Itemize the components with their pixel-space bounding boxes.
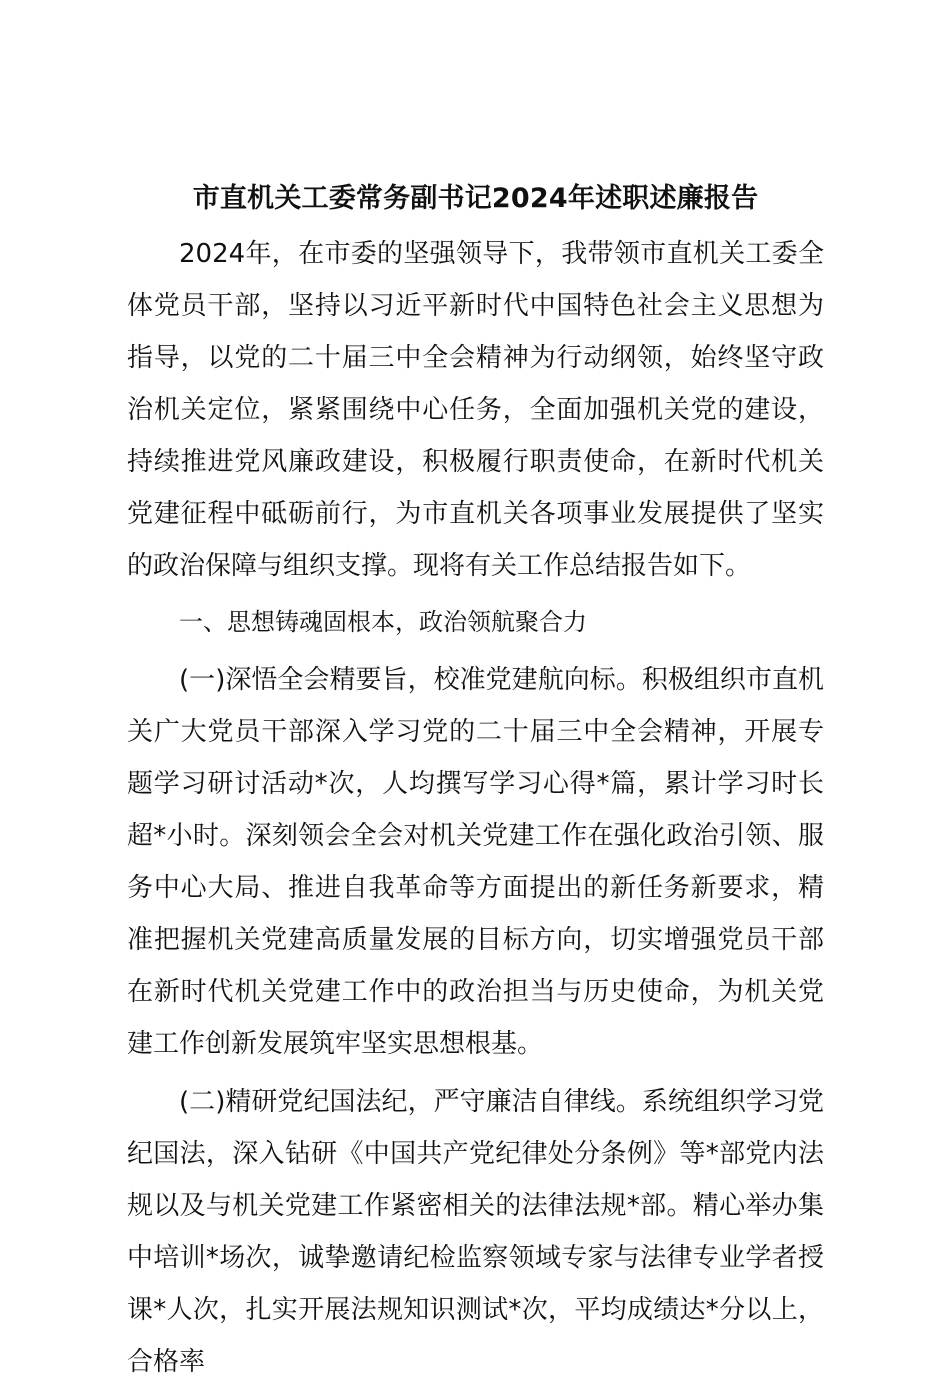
paragraph-item-2: (二)精研党纪国法纪，严守廉洁自律线。系统组织学习党纪国法，深入钻研《中国共产党纪律处分条例》等*部党内法规以及与机关党建工作紧密相关的法律法规*部。精心举办集中培训*场次，诚挚邀请纪检监察领域专家与法律专业学者授课*人次，扎实开展法规知识测试*次，平均成绩达*分以上，合格率 [127,1087,824,1377]
intro-paragraph: 2024年，在市委的坚强领导下，我带领市直机关工委全体党员干部，坚持以习近平新时代中国特色社会主义思想为指导，以党的二十届三中全会精神为行动纲领，始终坚守政治机关定位，紧紧围绕中心任务，全面加强机关党的建设，持续推进党风廉政建设，积极履行职责使命，在新时代机关党建征程中砥砺前行，为市直机关各项事业发展提供了坚实的政治保障与组织支撑。现将有关工作总结报告如下。 [127,239,824,581]
section-heading: 一、思想铸魂固根本，政治领航聚合力 [179,608,587,636]
paragraph-item-1: (一)深悟全会精要旨，校准党建航向标。积极组织市直机关广大党员干部深入学习党的二十届三中全会精神，开展专题学习研讨活动*次，人均撰写学习心得*篇，累计学习时长超*小时。深刻领会全会对机关党建工作在强化政治引领、服务中心大局、推进自我革命等方面提出的新任务新要求，精准把握机关党建高质量发展的目标方向，切实增强党员干部在新时代机关党建工作中的政治担当与历史使命，为机关党建工作创新发展筑牢坚实思想根基。 [127,665,824,1059]
document-body [127,170,824,1388]
document-title: 市直机关工委常务副书记2024年述职述廉报告 [192,183,759,214]
